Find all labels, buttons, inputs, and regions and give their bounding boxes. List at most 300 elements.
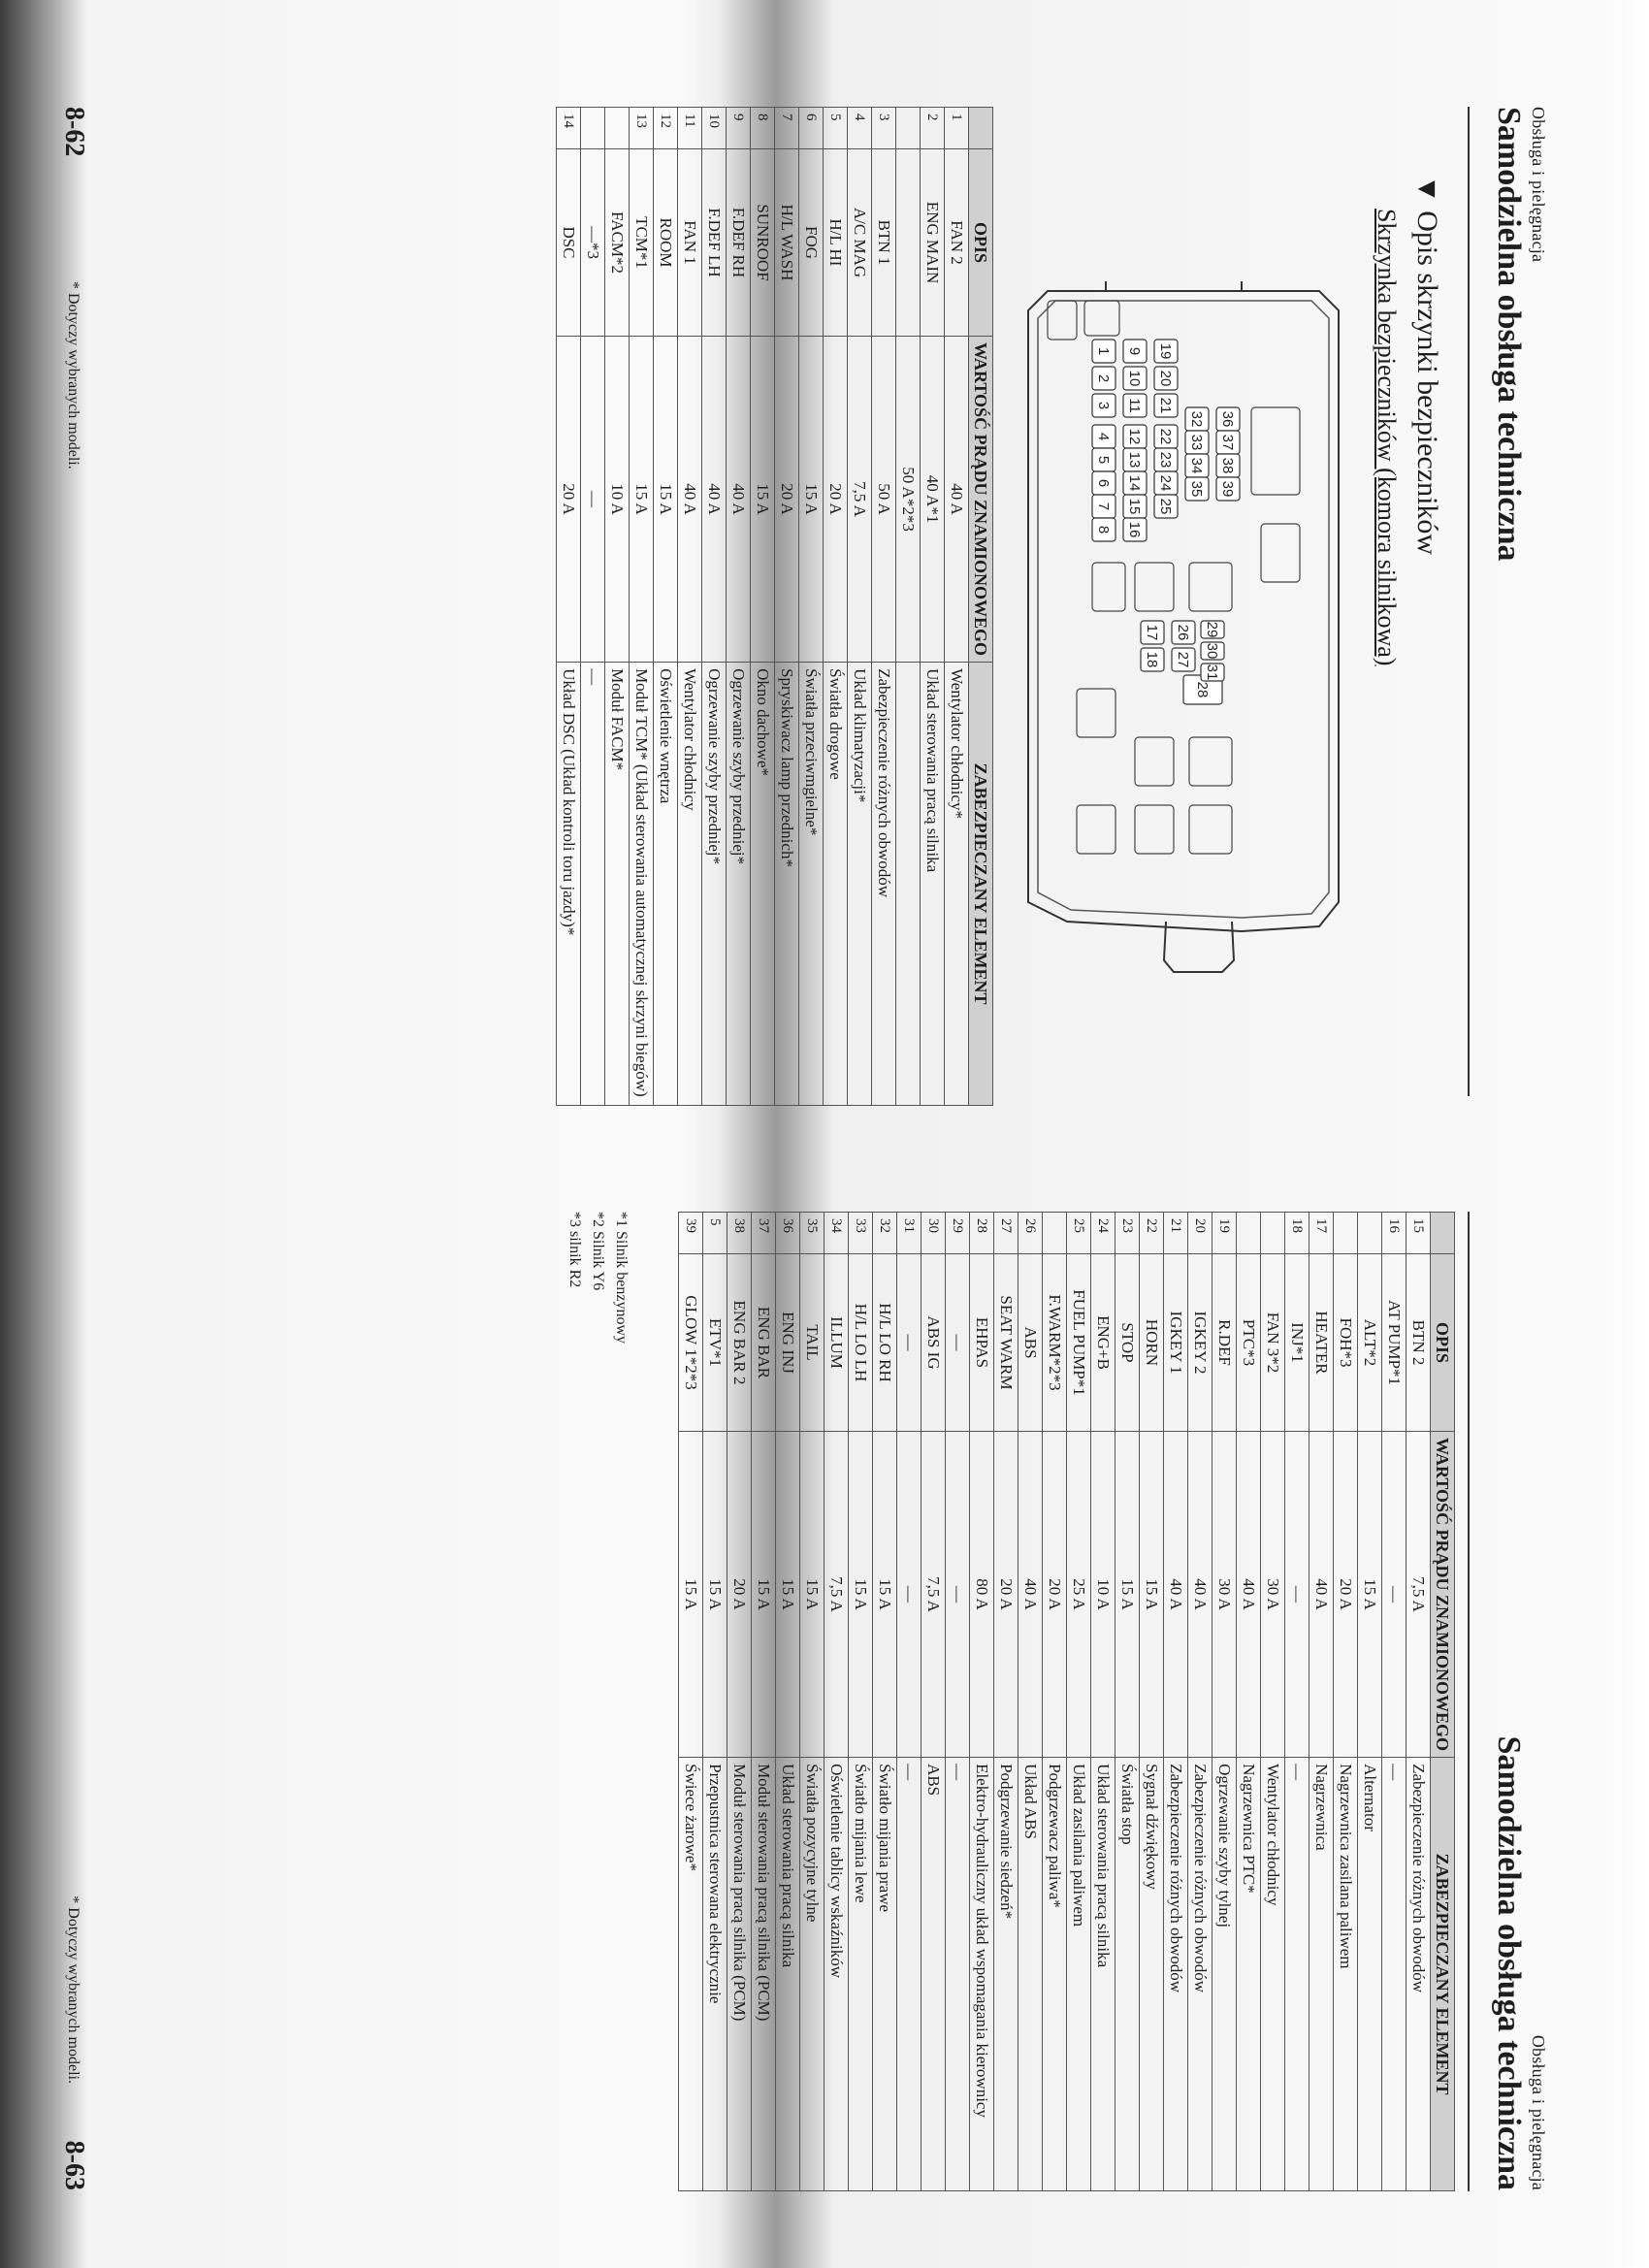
opis-cell: —*3 — [581, 149, 605, 337]
opis-cell: IGKEY 2 — [1188, 1254, 1212, 1432]
value-cell: 15 A — [776, 1432, 800, 1758]
table-row — [922, 1213, 946, 2191]
element-cell: — — [581, 663, 605, 1106]
opis-cell: ILLUM — [824, 1254, 849, 1432]
page-8-63 — [0, 1134, 1649, 2268]
opis-cell: FAN 1 — [678, 149, 702, 337]
page-number: 8-63 — [59, 2140, 89, 2190]
table-row — [872, 108, 896, 1106]
relay-block — [1135, 563, 1174, 611]
fuse-slot-label: 25 — [1157, 498, 1174, 515]
fuse-slot-label: 23 — [1157, 451, 1174, 469]
element-cell: Układ sterowania pracą silnika — [1091, 1758, 1116, 2191]
fuse-slot-label: 14 — [1126, 474, 1143, 492]
element-cell: Moduł sterowania pracą silnika (PCM) — [728, 1758, 752, 2191]
opis-cell: — — [897, 1254, 922, 1432]
value-cell: — — [946, 1432, 970, 1758]
fuse-number-cell: 15 — [1406, 1213, 1431, 1254]
fuse-slot-label: 28 — [1194, 681, 1211, 698]
opis-cell: ENG BAR — [752, 1254, 776, 1432]
relay-block — [1077, 805, 1116, 854]
relay-block — [1084, 301, 1119, 336]
opis-cell: SEAT WARM — [994, 1254, 1018, 1432]
fuse-number-cell: 14 — [557, 108, 581, 149]
table-row — [946, 1213, 970, 2191]
element-cell: Świece żarowe* — [679, 1758, 703, 2191]
element-cell: Moduł FACM* — [605, 663, 630, 1106]
value-cell: 15 A — [679, 1432, 703, 1758]
value-cell: 15 A — [849, 1432, 873, 1758]
fuse-slot-label: 18 — [1144, 651, 1160, 668]
opis-cell: — — [946, 1254, 970, 1432]
fuse-number-cell: 2 — [921, 108, 945, 149]
fuse-slot-label: 2 — [1095, 373, 1112, 383]
fuse-number-cell: 1 — [945, 108, 969, 149]
element-cell: Ogrzewanie szyby przedniej* — [727, 663, 751, 1106]
relay-block — [1189, 737, 1232, 786]
table-row — [702, 108, 727, 1106]
table-row — [678, 108, 702, 1106]
fuse-number-cell: 25 — [1067, 1213, 1091, 1254]
fuse-slot-label: 37 — [1219, 434, 1236, 451]
value-cell: 7,5 A — [848, 337, 872, 663]
value-cell: 20 A — [994, 1432, 1018, 1758]
fuse-slot-label: 7 — [1095, 502, 1112, 511]
fuse-number-cell — [581, 108, 605, 149]
fuse-number-cell: 5 — [824, 108, 848, 149]
value-cell: 40 A — [727, 337, 751, 663]
element-cell: Nagrzewnica — [1310, 1758, 1334, 2191]
table-row — [1406, 1213, 1431, 2191]
value-cell: 15 A — [799, 337, 824, 663]
opis-cell: F.DEF LH — [702, 149, 727, 337]
opis-cell: TCM*1 — [630, 149, 654, 337]
element-cell: Układ zasilania paliwem — [1067, 1758, 1091, 2191]
fuse-number-cell: 7 — [775, 108, 799, 149]
relay-block — [1189, 563, 1232, 611]
table-row — [1261, 1213, 1285, 2191]
fuse-slot-label: 9 — [1126, 346, 1143, 356]
value-cell: 7,5 A — [824, 1432, 849, 1758]
value-cell: 15 A — [654, 337, 678, 663]
fuse-number-cell: 23 — [1116, 1213, 1140, 1254]
element-cell: Podgrzewanie siedzeń* — [994, 1758, 1018, 2191]
element-cell: Światło mijania lewe — [849, 1758, 873, 2191]
opis-cell: A/C MAG — [848, 149, 872, 337]
opis-cell: FAN 2 — [945, 149, 969, 337]
fuse-number-cell: 34 — [824, 1213, 849, 1254]
value-cell: 7,5 A — [922, 1432, 946, 1758]
col-header-opis: OPIS — [969, 149, 993, 337]
fuse-slot-label: 30 — [1204, 642, 1220, 660]
table-row — [727, 108, 751, 1106]
opis-cell: ABS IG — [922, 1254, 946, 1432]
fuse-number-cell: 26 — [1018, 1213, 1043, 1254]
fuse-slot-label: 15 — [1126, 498, 1143, 515]
table-row — [557, 108, 581, 1106]
table-row — [752, 1213, 776, 2191]
value-cell: 15 A — [703, 1432, 728, 1758]
element-cell: Układ DSC (Układ kontroli toru jazdy)* — [557, 663, 581, 1106]
table-row — [1358, 1213, 1382, 2191]
col-header-element: ZABEZPIECZANY ELEMENT — [1431, 1758, 1455, 2191]
table-row — [800, 1213, 824, 2191]
value-cell: 40 A — [1164, 1432, 1188, 1758]
value-cell: 30 A — [1261, 1432, 1285, 1758]
fuse-number-cell: 30 — [922, 1213, 946, 1254]
col-header-wartosc: WARTOŚĆ PRĄDU ZNAMIONOWEGO — [969, 337, 993, 663]
value-cell: 40 A — [1188, 1432, 1212, 1758]
value-cell: 30 A — [1212, 1432, 1237, 1758]
opis-cell: ROOM — [654, 149, 678, 337]
fuse-number-cell: 28 — [970, 1213, 994, 1254]
element-cell: Zabezpieczenie różnych obwodów — [872, 663, 896, 1106]
element-cell: Układ ABS — [1018, 1758, 1043, 2191]
opis-cell — [896, 149, 921, 337]
relay-block — [1189, 805, 1232, 854]
element-cell: Zabezpieczenie różnych obwodów — [1164, 1758, 1188, 2191]
col-header-element: ZABEZPIECZANY ELEMENT — [969, 663, 993, 1106]
fuse-slot-label: 13 — [1126, 451, 1143, 469]
value-cell: 20 A — [824, 337, 848, 663]
opis-cell: HEATER — [1310, 1254, 1334, 1432]
opis-cell: ETV*1 — [703, 1254, 728, 1432]
value-cell: 15 A — [1358, 1432, 1382, 1758]
opis-cell: ENG+B — [1091, 1254, 1116, 1432]
fuse-slot-label: 8 — [1095, 525, 1112, 535]
table-row — [1310, 1213, 1334, 2191]
opis-cell: ABS — [1018, 1254, 1043, 1432]
table-row — [703, 1213, 728, 2191]
table-row — [897, 1213, 922, 2191]
opis-cell: ENG MAIN — [921, 149, 945, 337]
fuse-slot-label: 5 — [1095, 455, 1112, 465]
value-cell: 40 A — [678, 337, 702, 663]
element-cell: Podgrzewacz paliwa* — [1043, 1758, 1067, 2191]
fuse-slots — [1048, 301, 1300, 854]
value-cell: 15 A — [752, 1432, 776, 1758]
table-row — [776, 1213, 800, 2191]
table-row — [605, 108, 630, 1106]
opis-cell: IGKEY 1 — [1164, 1254, 1188, 1432]
fuse-number-cell: 6 — [799, 108, 824, 149]
fuse-number-cell: 4 — [848, 108, 872, 149]
fuse-number-cell: 8 — [751, 108, 775, 149]
opis-cell: FACM*2 — [605, 149, 630, 337]
footnote: * Dotyczy wybranych modeli. — [65, 281, 81, 470]
table-row — [1212, 1213, 1237, 2191]
table-row — [873, 1213, 897, 2191]
fuse-number-cell: 19 — [1212, 1213, 1237, 1254]
table-row — [679, 1213, 703, 2191]
value-cell: 20 A — [557, 337, 581, 663]
fuse-slot-label: 17 — [1144, 624, 1160, 641]
fuse-slot-label: 39 — [1219, 480, 1236, 498]
value-cell: 20 A — [775, 337, 799, 663]
fuse-number-cell: 36 — [776, 1213, 800, 1254]
fuse-slot-label: 35 — [1188, 480, 1205, 498]
element-cell: Ogrzewanie szyby przedniej* — [702, 663, 727, 1106]
value-cell: 40 A — [702, 337, 727, 663]
fuse-slot-label: 1 — [1095, 346, 1112, 356]
opis-cell: R.DEF — [1212, 1254, 1237, 1432]
fuse-number-cell: 18 — [1285, 1213, 1310, 1254]
fuse-number-cell: 33 — [849, 1213, 873, 1254]
value-cell: — — [1285, 1432, 1310, 1758]
value-cell: 80 A — [970, 1432, 994, 1758]
element-cell: Sygnał dźwiękowy — [1140, 1758, 1164, 2191]
element-cell: Światła stop — [1116, 1758, 1140, 2191]
fuse-slot-label: 6 — [1095, 478, 1112, 488]
fuse-slot-label: 32 — [1188, 410, 1205, 428]
table-row — [1116, 1213, 1140, 2191]
opis-cell: BTN 1 — [872, 149, 896, 337]
opis-cell: AT PUMP*1 — [1382, 1254, 1406, 1432]
fuse-slot-label: 22 — [1157, 428, 1174, 445]
fuse-slot-label: 27 — [1175, 651, 1191, 668]
element-cell: Moduł sterowania pracą silnika (PCM) — [752, 1758, 776, 2191]
table-row — [751, 108, 775, 1106]
fuse-number-cell: 20 — [1188, 1213, 1212, 1254]
table-row — [630, 108, 654, 1106]
subsection-heading: Skrzynka bezpieczników (komora silnikowa) — [1373, 209, 1401, 666]
fuse-number-cell: 24 — [1091, 1213, 1116, 1254]
element-cell: Światła drogowe — [824, 663, 848, 1106]
fuse-number-cell: 27 — [994, 1213, 1018, 1254]
table-row — [1334, 1213, 1358, 2191]
element-cell: Układ klimatyzacji* — [848, 663, 872, 1106]
value-cell: 25 A — [1067, 1432, 1091, 1758]
opis-cell: INJ*1 — [1285, 1254, 1310, 1432]
opis-cell: FOG — [799, 149, 824, 337]
element-cell: Wentylator chłodnicy — [1261, 1758, 1285, 2191]
element-cell: Światła przeciwmgielne* — [799, 663, 824, 1106]
opis-cell: DSC — [557, 149, 581, 337]
page-title: Samodzielna obsługa techniczna — [1491, 107, 1527, 562]
value-cell: — — [581, 337, 605, 663]
fuse-slot-label: 34 — [1188, 457, 1205, 474]
element-cell: Ogrzewanie szyby tylnej — [1212, 1758, 1237, 2191]
opis-cell: BTN 2 — [1406, 1254, 1431, 1432]
element-cell: Zabezpieczenie różnych obwodów — [1406, 1758, 1431, 2191]
fuse-number-cell — [605, 108, 630, 149]
table-row — [728, 1213, 752, 2191]
value-cell: 40 A — [1310, 1432, 1334, 1758]
table-row — [1067, 1213, 1091, 2191]
relay-block — [1251, 407, 1300, 495]
fuse-slot-label: 19 — [1157, 342, 1174, 360]
note-3: *3 silnik R2 — [566, 1212, 583, 1288]
fuse-slot-label: 31 — [1204, 664, 1220, 681]
element-cell: Zabezpieczenie różnych obwodów — [1188, 1758, 1212, 2191]
table-row — [945, 108, 969, 1106]
table-row — [1164, 1213, 1188, 2191]
element-cell: — — [946, 1758, 970, 2191]
table-row — [654, 108, 678, 1106]
table-row — [1091, 1213, 1116, 2191]
element-cell: Oświetlenie wnętrza — [654, 663, 678, 1106]
fuse-number-cell: 39 — [679, 1213, 703, 1254]
table-row — [799, 108, 824, 1106]
fuse-number-cell: 5 — [703, 1213, 728, 1254]
table-row — [849, 1213, 873, 2191]
fuse-number-cell: 11 — [678, 108, 702, 149]
fuse-number-cell: 13 — [630, 108, 654, 149]
opis-cell: H/L LO RH — [873, 1254, 897, 1432]
opis-cell: ENG INJ — [776, 1254, 800, 1432]
opis-cell: FAN 3*2 — [1261, 1254, 1285, 1432]
value-cell: 20 A — [1043, 1432, 1067, 1758]
value-cell: 20 A — [1334, 1432, 1358, 1758]
table-row — [994, 1213, 1018, 2191]
fuse-slot-label: 21 — [1157, 397, 1174, 414]
element-cell: Nagrzewnica zasilana paliwem — [1334, 1758, 1358, 2191]
table-row — [824, 108, 848, 1106]
note-1: *1 Silnik benzynowy — [613, 1212, 630, 1344]
col-header-opis: OPIS — [1431, 1254, 1455, 1432]
relay-block — [1077, 689, 1116, 737]
table-row — [1018, 1213, 1043, 2191]
opis-cell: H/L LO LH — [849, 1254, 873, 1432]
fuse-number-cell: 12 — [654, 108, 678, 149]
table-row — [1237, 1213, 1261, 2191]
relay-block — [1048, 301, 1077, 340]
fuse-slot-label: 20 — [1157, 370, 1174, 387]
element-cell: Spryskiwacz lamp przednich* — [775, 663, 799, 1106]
opis-cell: ALT*2 — [1358, 1254, 1382, 1432]
table-row — [1285, 1213, 1310, 2191]
value-cell: 10 A — [1091, 1432, 1116, 1758]
value-cell: 15 A — [873, 1432, 897, 1758]
value-cell: — — [1382, 1432, 1406, 1758]
opis-cell: FUEL PUMP*1 — [1067, 1254, 1091, 1432]
value-cell: 40 A — [1237, 1432, 1261, 1758]
running-head: Obsługa i pielęgnacja — [1529, 2034, 1548, 2190]
fuse-number-cell: 35 — [800, 1213, 824, 1254]
fuse-number-cell — [1237, 1213, 1261, 1254]
element-cell: Światło mijania prawe — [873, 1758, 897, 2191]
fuse-slot-label: 4 — [1095, 432, 1112, 441]
table-row — [1382, 1213, 1406, 2191]
fuse-number-cell: 3 — [872, 108, 896, 149]
opis-cell: EHPAS — [970, 1254, 994, 1432]
fuse-slot-label: 36 — [1219, 410, 1236, 428]
table-row — [896, 108, 921, 1106]
value-cell: 15 A — [800, 1432, 824, 1758]
opis-cell: GLOW 1*2*3 — [679, 1254, 703, 1432]
fuse-number-cell: 10 — [702, 108, 727, 149]
element-cell: Nagrzewnica PTC* — [1237, 1758, 1261, 2191]
running-head: Obsługa i pielęgnacja — [1529, 107, 1548, 263]
fuse-slot-label: 33 — [1188, 434, 1205, 451]
element-cell: Układ sterowania pracą silnika — [776, 1758, 800, 2191]
element-cell: Wentylator chłodnicy* — [945, 663, 969, 1106]
fuse-number-cell: 17 — [1310, 1213, 1334, 1254]
fuse-number-cell: 37 — [752, 1213, 776, 1254]
value-cell: 7,5 A — [1406, 1432, 1431, 1758]
fuse-number-cell: 9 — [727, 108, 751, 149]
opis-cell: STOP — [1116, 1254, 1140, 1432]
value-cell: 20 A — [728, 1432, 752, 1758]
table-row — [581, 108, 605, 1106]
title-rule — [1468, 107, 1470, 1096]
fuse-number-cell — [1358, 1213, 1382, 1254]
fuse-number-cell: 16 — [1382, 1213, 1406, 1254]
opis-cell: FOH*3 — [1334, 1254, 1358, 1432]
table-row — [1188, 1213, 1212, 2191]
fuse-box-diagram — [999, 281, 1358, 980]
fuse-slot-label: 3 — [1095, 401, 1112, 410]
relay-block — [1135, 737, 1174, 786]
opis-cell: SUNROOF — [751, 149, 775, 337]
element-cell — [896, 663, 921, 1106]
opis-cell: H/L HI — [824, 149, 848, 337]
value-cell: 15 A — [751, 337, 775, 663]
element-cell: Elektro-hydrauliczny układ wspomagania kierownicy — [970, 1758, 994, 2191]
fuse-number-cell: 32 — [873, 1213, 897, 1254]
value-cell: 40 A — [1018, 1432, 1043, 1758]
opis-cell: F.WARM*2*3 — [1043, 1254, 1067, 1432]
col-header-wartosc: WARTOŚĆ PRĄDU ZNAMIONOWEGO — [1431, 1432, 1455, 1758]
footnote: * Dotyczy wybranych modeli. — [65, 1895, 81, 2084]
relay-block — [1261, 524, 1300, 582]
fuse-number-cell: 21 — [1164, 1213, 1188, 1254]
table-row — [1043, 1213, 1067, 2191]
element-cell: Światła pozycyjne tylne — [800, 1758, 824, 2191]
fuse-slot-label: 24 — [1157, 474, 1174, 492]
opis-cell: F.DEF RH — [727, 149, 751, 337]
value-cell: 10 A — [605, 337, 630, 663]
page-title: Samodzielna obsługa techniczna — [1491, 1735, 1527, 2190]
fuse-number-cell: 22 — [1140, 1213, 1164, 1254]
element-cell: Okno dachowe* — [751, 663, 775, 1106]
fuse-slot-label: 38 — [1219, 457, 1236, 474]
element-cell: Przepustnica sterowana elektrycznie — [703, 1758, 728, 2191]
fuse-number-cell: 31 — [897, 1213, 922, 1254]
fuse-slot-label: 10 — [1126, 370, 1143, 387]
opis-cell: H/L WASH — [775, 149, 799, 337]
value-cell: 40 A*1 — [921, 337, 945, 663]
title-rule — [1468, 1212, 1470, 2191]
element-cell: — — [1285, 1758, 1310, 2191]
fuse-slot-label: 11 — [1126, 398, 1143, 413]
fuse-slot-label: 12 — [1126, 428, 1143, 445]
element-cell: Oświetlenie tablicy wskaźników — [824, 1758, 849, 2191]
table-row — [848, 108, 872, 1106]
fuse-number-cell — [1334, 1213, 1358, 1254]
element-cell: — — [897, 1758, 922, 2191]
opis-cell: ENG BAR 2 — [728, 1254, 752, 1432]
table-row — [970, 1213, 994, 2191]
fuse-number-cell: 29 — [946, 1213, 970, 1254]
element-cell: Wentylator chłodnicy — [678, 663, 702, 1106]
opis-cell: PTC*3 — [1237, 1254, 1261, 1432]
table-row — [921, 108, 945, 1106]
relay-block — [1092, 563, 1125, 611]
value-cell: — — [897, 1432, 922, 1758]
fuse-table-right — [678, 1212, 1455, 2191]
page-number: 8-62 — [59, 107, 89, 157]
opis-cell: HORN — [1140, 1254, 1164, 1432]
value-cell: 50 A — [872, 337, 896, 663]
fuse-slot-label: 26 — [1175, 624, 1191, 641]
element-cell: Alternator — [1358, 1758, 1382, 2191]
element-cell: Układ sterowania pracą silnika — [921, 663, 945, 1106]
fuse-number-cell — [896, 108, 921, 149]
relay-block — [1135, 805, 1174, 854]
value-cell: 15 A — [630, 337, 654, 663]
element-cell: — — [1382, 1758, 1406, 2191]
